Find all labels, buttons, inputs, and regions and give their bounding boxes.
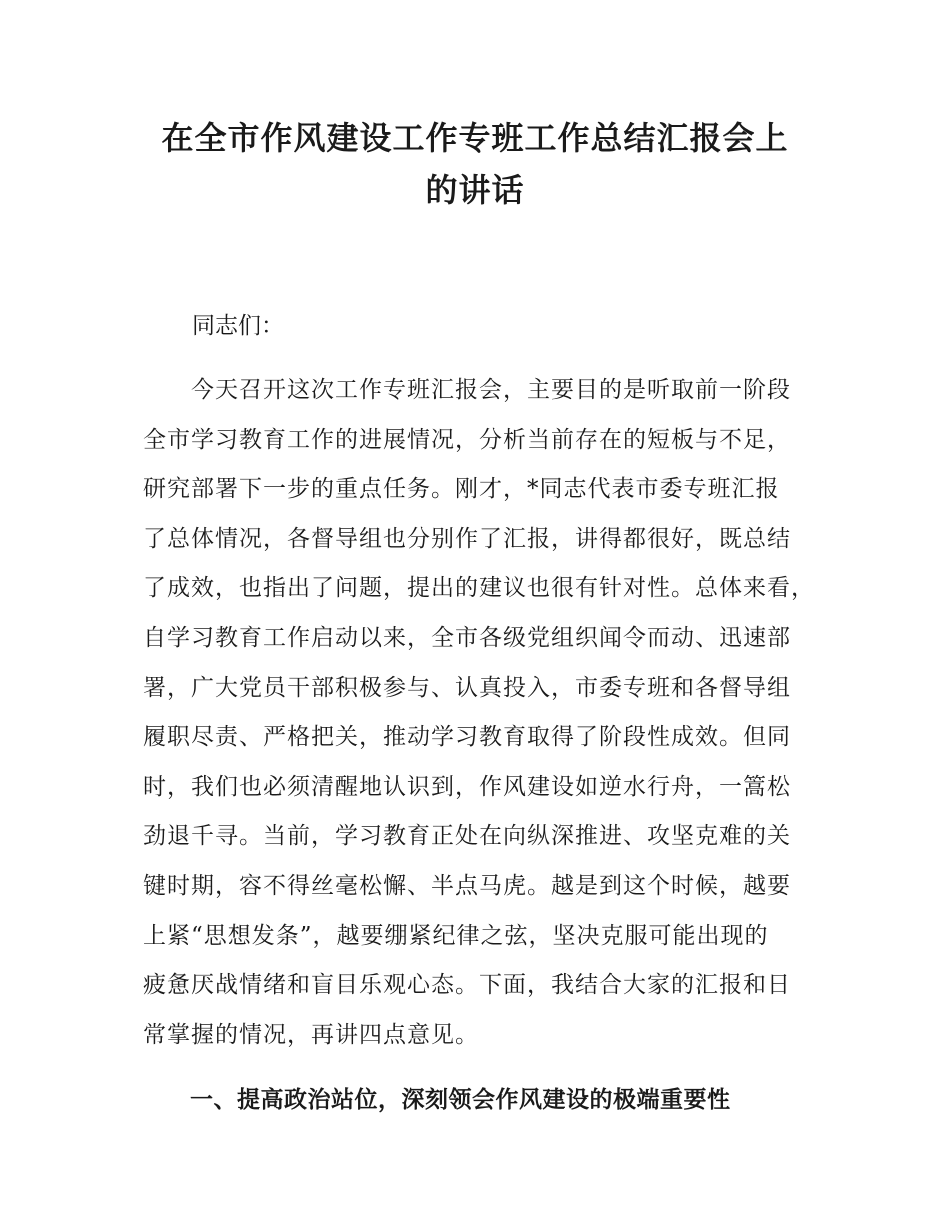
paragraph-line: 研究部署下一步的重点任务。刚才，*同志代表市委专班汇报 bbox=[143, 476, 780, 503]
paragraph-line: 疲惫厌战情绪和盲目乐观心态。下面，我结合大家的汇报和日 bbox=[143, 972, 791, 999]
title-line-2: 的讲话 bbox=[425, 171, 525, 209]
paragraph-line: 常掌握的情况，再讲四点意见。 bbox=[143, 1021, 479, 1048]
salutation: 同志们： bbox=[192, 313, 284, 339]
paragraph-line: 署，广大党员干部积极参与、认真投入，市委专班和各督导组 bbox=[143, 674, 791, 701]
paragraph-line: 劲退千寻。当前，学习教育正处在向纵深推进、攻坚克难的关 bbox=[143, 823, 791, 850]
paragraph-line: 今天召开这次工作专班汇报会，主要目的是听取前一阶段 bbox=[191, 377, 791, 403]
paragraph-line: 履职尽责、严格把关，推动学习教育取得了阶段性成效。但同 bbox=[143, 724, 791, 751]
paragraph-line: 自学习教育工作启动以来，全市各级党组织闻令而动、迅速部 bbox=[143, 624, 791, 651]
document-title bbox=[100, 112, 850, 216]
paragraph-line: 键时期，容不得丝毫松懈、半点马虎。越是到这个时候，越要 bbox=[143, 872, 791, 899]
paragraph-line: 全市学习教育工作的进展情况，分析当前存在的短板与不足， bbox=[143, 426, 791, 453]
title-line-1: 在全市作风建设工作专班工作总结汇报会上 bbox=[161, 119, 789, 157]
paragraph-line: 上紧“思想发条”，越要绷紧纪律之弦，坚决克服可能出现的 bbox=[143, 922, 769, 949]
paragraph-line: 了总体情况，各督导组也分别作了汇报，讲得都很好，既总结 bbox=[143, 525, 791, 552]
paragraph-line: 了成效，也指出了问题，提出的建议也很有针对性。总体来看， bbox=[143, 575, 815, 602]
body-paragraph bbox=[143, 366, 823, 1060]
paragraph-line: 时，我们也必须清醒地认识到，作风建设如逆水行舟，一篙松 bbox=[143, 773, 791, 800]
section-heading-1: 一、提高政治站位，深刻领会作风建设的极端重要性 bbox=[190, 1087, 731, 1113]
